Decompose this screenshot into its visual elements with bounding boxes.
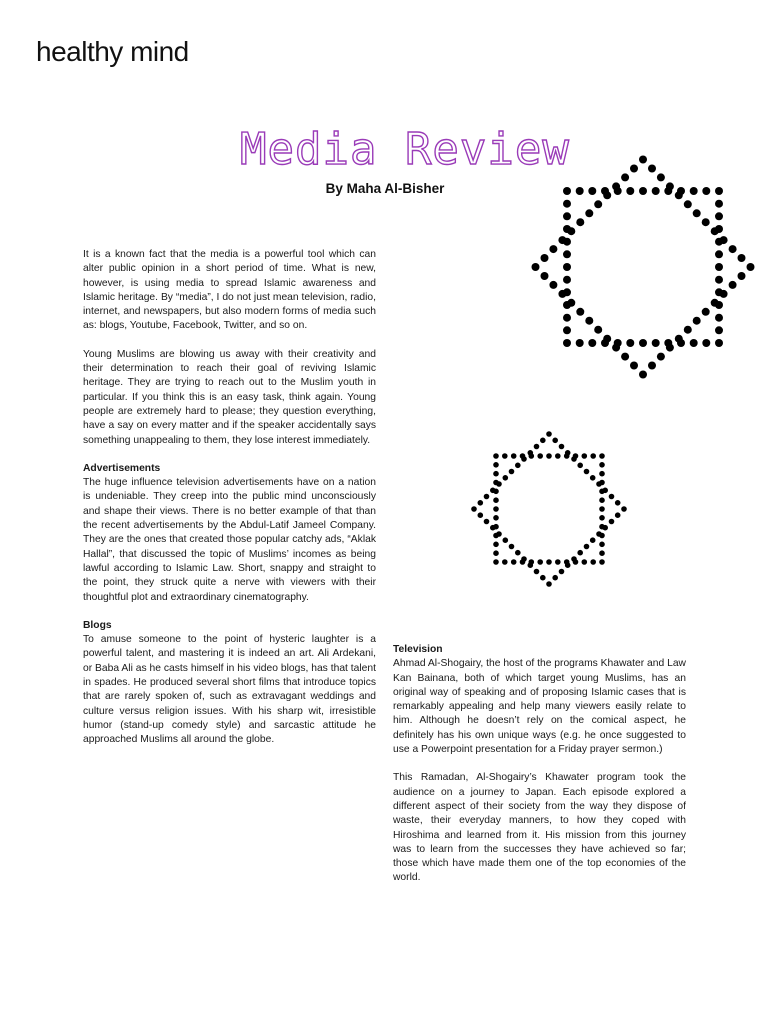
- star-dot: [540, 438, 546, 444]
- star-dot: [652, 339, 660, 347]
- star-dot: [729, 245, 737, 253]
- star-dot: [563, 326, 571, 334]
- left-column: [83, 248, 376, 762]
- star-dot: [541, 272, 549, 280]
- star-dot: [657, 353, 665, 361]
- star-dot: [609, 494, 615, 500]
- star-dot: [648, 165, 656, 173]
- star-dot: [675, 335, 683, 343]
- star-dot: [563, 263, 571, 271]
- star-dot: [563, 212, 571, 220]
- star-dot: [747, 263, 755, 271]
- star-dot: [571, 556, 577, 562]
- star-dot: [478, 500, 484, 506]
- star-dot: [567, 227, 575, 235]
- star-dot: [582, 453, 588, 459]
- star-dot: [666, 344, 674, 352]
- star-dot: [599, 453, 605, 459]
- star-dot: [648, 362, 656, 370]
- star-dot: [711, 299, 719, 307]
- star-dot: [657, 173, 665, 181]
- star-dot: [715, 263, 723, 271]
- star-dot: [702, 308, 710, 316]
- star-dot: [594, 200, 602, 208]
- byline: By Maha Al-Bisher: [325, 181, 445, 196]
- star-dot: [555, 559, 561, 565]
- star-dot: [615, 500, 621, 506]
- star-dot: [503, 537, 509, 543]
- intro-paragraph-1: It is a known fact that the media is a powerful tool which can alter public opinion in a short period of time. What is new, however, is using media to spread Islamic awareness and Islamic heritage. By “media”, I do not just mean television, radio, internet, and newspapers, but also modern forms of media such as: blogs, Youtube, Facebook, Twitter, and so on.: [83, 249, 376, 332]
- small-dotted-star-icon: [468, 428, 630, 590]
- star-dot: [565, 562, 571, 568]
- star-dot: [559, 444, 565, 450]
- star-dot: [576, 187, 584, 195]
- star-dot: [621, 173, 629, 181]
- star-dot: [675, 191, 683, 199]
- star-dot: [511, 559, 517, 565]
- star-dot: [493, 559, 499, 565]
- star-dot: [563, 339, 571, 347]
- star-dot: [509, 469, 515, 475]
- star-dot: [599, 506, 605, 512]
- star-dot: [558, 290, 566, 298]
- star-dot: [478, 512, 484, 518]
- star-dot: [612, 344, 620, 352]
- star-dot: [537, 453, 543, 459]
- star-dot: [563, 187, 571, 195]
- star-dot: [549, 245, 557, 253]
- star-dot: [588, 339, 596, 347]
- star-dot: [546, 559, 552, 565]
- advertisements-heading: Advertisements: [83, 462, 161, 474]
- star-dot: [702, 187, 710, 195]
- star-dot: [528, 562, 534, 568]
- star-dot: [715, 276, 723, 284]
- star-dot: [684, 200, 692, 208]
- intro-paragraph-2: Young Muslims are blowing us away with their creativity and their determination to reach their goal of reviving Islamic heritage. They are trying to reach out to the Muslim youth in particular. If you think this is an easy task, think again. Young people are extremely hard to please; they question everything, have a say on every matter and if the speaker accidentally says something unappealing to them, they lose interest immediately.: [83, 348, 376, 446]
- star-dot: [493, 542, 499, 548]
- star-dot: [540, 575, 546, 581]
- star-dot: [599, 550, 605, 556]
- star-dot: [571, 456, 577, 462]
- large-dotted-star-icon: [528, 152, 758, 382]
- star-dot: [711, 227, 719, 235]
- television-paragraph-1: Ahmad Al-Shogairy, the host of the programs Khawater and Law Kan Bainana, both of which target young Muslims, has an original way of speaking and of proposing Islamic cases that is remarkably appealing and help many viewers easily relate to him. Although he doesn’t rely on the comical aspect, he definitely has his own unique ways (e.g. he once suggested to use a Powerpoint presentation for a Friday prayer sermon.): [393, 658, 686, 756]
- right-column: [393, 643, 686, 900]
- star-dot: [534, 569, 540, 575]
- blogs-heading: Blogs: [83, 619, 112, 631]
- star-dot: [666, 182, 674, 190]
- section-title: healthy mind: [36, 36, 189, 67]
- star-dot: [590, 537, 596, 543]
- star-dot: [612, 182, 620, 190]
- star-dot: [558, 236, 566, 244]
- star-dot: [615, 512, 621, 518]
- star-dot: [576, 308, 584, 316]
- television-heading: Television: [393, 644, 443, 655]
- star-dot: [509, 544, 515, 550]
- star-dot: [534, 444, 540, 450]
- star-dot: [511, 453, 517, 459]
- star-dot: [563, 314, 571, 322]
- star-dot: [584, 544, 590, 550]
- star-dot: [552, 575, 558, 581]
- star-dot: [690, 187, 698, 195]
- star-dot: [693, 317, 701, 325]
- star-dot: [576, 339, 584, 347]
- star-dot: [567, 299, 575, 307]
- star-dot: [541, 254, 549, 262]
- star-dot: [715, 212, 723, 220]
- star-dot: [609, 519, 615, 525]
- star-dot: [502, 559, 508, 565]
- star-dot: [585, 209, 593, 217]
- star-dot: [599, 515, 605, 521]
- star-dot: [684, 326, 692, 334]
- star-dot: [493, 506, 499, 512]
- star-dot: [652, 187, 660, 195]
- star-dot: [720, 236, 728, 244]
- star-dot: [490, 488, 496, 494]
- star-dot: [621, 353, 629, 361]
- star-dot: [702, 218, 710, 226]
- star-dot: [715, 200, 723, 208]
- star-dot: [590, 453, 596, 459]
- star-dot: [493, 515, 499, 521]
- star-dot: [577, 550, 583, 556]
- star-dot: [715, 314, 723, 322]
- blogs-body: To amuse someone to the point of hysteric laughter is a powerful talent, and mastering it is indeed an art. Ali Ardekani, or Baba Ali as he casts himself in his video blogs, has that talent in spades. He produced several short films that introduce topics that are rarely spoken of, such as extravagant weddings and culture versus religion issues. With his sharp wit, irresistible humor (stand-up comedy style) and sarcastic attitude he approached Muslims all around the globe.: [83, 634, 376, 746]
- star-dot: [528, 450, 534, 456]
- star-dot: [493, 550, 499, 556]
- star-dot: [563, 250, 571, 258]
- star-dot: [693, 209, 701, 217]
- star-dot: [626, 339, 634, 347]
- star-dot: [702, 339, 710, 347]
- star-dot: [588, 187, 596, 195]
- star-dot: [639, 339, 647, 347]
- star-dot: [621, 506, 627, 512]
- advertisements-body: The huge influence television advertisements have on a nation is undeniable. They creep into the public mind unconsciously and shape their views. There is no better example of that than the recent advertisements by the Abdul-Latif Jameel Company. They are the ones that created those popular catchy ads, “Aklak Hallal”, that discussed the topic of Muslims’ incomes as being lawful according to Islamic Law. Short, snappy and straight to the point, they struck quite a nerve with viewers with their thoughtful plot and extraordinary cinematography.: [83, 477, 376, 603]
- star-dot: [630, 362, 638, 370]
- star-dot: [546, 581, 552, 587]
- star-dot: [502, 453, 508, 459]
- star-dot: [639, 156, 647, 164]
- star-dot: [515, 463, 521, 469]
- star-dot: [590, 475, 596, 481]
- star-dot: [602, 488, 608, 494]
- star-dot: [720, 290, 728, 298]
- article-title: Media Review: [240, 124, 570, 175]
- star-dot: [493, 497, 499, 503]
- star-dot: [594, 326, 602, 334]
- star-dot: [496, 531, 502, 537]
- star-dot: [549, 281, 557, 289]
- star-dot: [639, 187, 647, 195]
- star-dot: [484, 494, 490, 500]
- star-dot: [521, 456, 527, 462]
- star-dot: [690, 339, 698, 347]
- star-dot: [599, 471, 605, 477]
- star-dot: [599, 497, 605, 503]
- star-dot: [599, 462, 605, 468]
- star-dot: [738, 272, 746, 280]
- star-dot: [555, 453, 561, 459]
- star-dot: [582, 559, 588, 565]
- star-dot: [496, 481, 502, 487]
- star-dot: [590, 559, 596, 565]
- star-dot: [715, 339, 723, 347]
- star-dot: [599, 559, 605, 565]
- star-dot: [596, 531, 602, 537]
- star-dot: [493, 471, 499, 477]
- star-dot: [563, 276, 571, 284]
- star-dot: [559, 569, 565, 575]
- star-dot: [585, 317, 593, 325]
- star-dot: [630, 165, 638, 173]
- star-dot: [546, 431, 552, 437]
- star-dot: [738, 254, 746, 262]
- star-dot: [584, 469, 590, 475]
- star-dot: [521, 556, 527, 562]
- star-dot: [576, 218, 584, 226]
- star-dot: [503, 475, 509, 481]
- star-dot: [602, 525, 608, 531]
- star-dot: [493, 453, 499, 459]
- star-dot: [546, 453, 552, 459]
- star-dot: [552, 438, 558, 444]
- star-dot: [729, 281, 737, 289]
- star-dot: [596, 481, 602, 487]
- star-dot: [603, 335, 611, 343]
- star-dot: [515, 550, 521, 556]
- star-dot: [639, 371, 647, 379]
- star-dot: [715, 187, 723, 195]
- star-dot: [484, 519, 490, 525]
- star-dot: [603, 191, 611, 199]
- star-dot: [715, 326, 723, 334]
- star-dot: [565, 450, 571, 456]
- star-dot: [577, 463, 583, 469]
- star-dot: [490, 525, 496, 531]
- star-dot: [493, 462, 499, 468]
- star-dot: [471, 506, 477, 512]
- star-dot: [563, 200, 571, 208]
- star-dot: [599, 542, 605, 548]
- star-dot: [537, 559, 543, 565]
- television-paragraph-2: This Ramadan, Al-Shogairy’s Khawater program took the audience on a journey to Japan. Each episode explored a different aspect of their society from the way they dispose of waste, their everyday manners, to how they coped with Hiroshima and learned from it. His mission from this journey was to learn from the successes they have achieved so far; those which have made them one of the top economies of the world.: [393, 772, 686, 884]
- star-dot: [715, 250, 723, 258]
- star-dot: [532, 263, 540, 271]
- star-dot: [626, 187, 634, 195]
